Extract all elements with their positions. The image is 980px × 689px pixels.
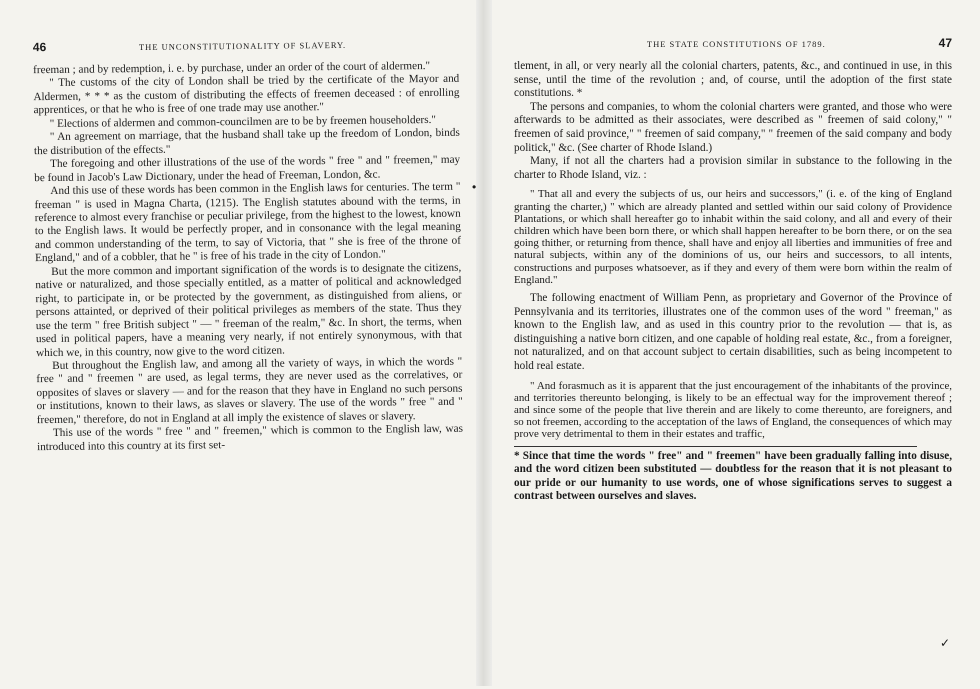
corner-tick-mark: ✓ — [940, 636, 951, 650]
right-page-number: 47 — [938, 36, 952, 50]
paragraph: " An agreement on marriage, that the husband shall take up the freedom of London, binds the distribution of the effects." — [33, 126, 460, 157]
block-quote: " And forasmuch as it is apparent that the just encouragement of the inhabitants of the province, and territories thereunto belonging, is likely to be an effectual way for the improvement thereof ; and since some of the people that live therein and are likely to come thereunto, are foreigners, and so not freemen, according to the acceptation of the laws of England, the consequences of which may prove very detrimental to them in their estates and traffic, — [514, 379, 952, 441]
left-page-body — [33, 60, 463, 455]
left-page — [0, 0, 484, 688]
block-quote: " That all and every the subjects of us, our heirs and successors," (i. e. of the king of England granting the charter,) " which are already planted and settled within our said colony of Providence Plantations, or which shall hereafter go to inhabit within the said colony, and all and every of their children which have been born there, or which shall happen hereafter to be born there, or on the sea going thither, or returning from thence, shall have and enjoy all liberties and immunities of free and natural subjects, within any of the dominions of us, our heirs and successors, to all intents, constructions and purposes whatsoever, as if they and every of them were born within the realm of England." — [514, 188, 952, 286]
paragraph: freeman ; and by redemption, i. e. by purchase, under an order of the court of aldermen." — [33, 59, 431, 77]
paragraph: And this use of these words has been common in the English laws for centuries. The term " freeman " is used in Magna Charta, (1215). The English statutes abound with the terms, in reference to almost every franchise or peculiar privilege, from the highest to the lowest, known to the English laws. It would be perfectly proper, and in consonance with the legal meaning and common understanding of the term, to say of Victoria, that " she is free of the throne of England," and of a cobbler, that he " is free of his trade in the city of London." — [34, 180, 462, 265]
right-running-title: THE STATE CONSTITUTIONS OF 1789. — [646, 39, 826, 49]
paragraph: The persons and companies, to whom the colonial charters were granted, and those who were afterwards to be admitted as their associates, were described as " freemen of said colony," " freemen of said province," " freemen of said company," " freemen of the said company and body politick," &c. (See charter of Rhode Island.) — [514, 100, 952, 154]
paragraph: This use of the words " free " and " freemen," which is common to the English law, was introduced into this country at its first set- — [37, 422, 463, 453]
left-page-number: 46 — [32, 40, 47, 55]
paragraph: But throughout the English law, and among all the variety of ways, in which the words " free " and " freemen " are used, as legal terms, they are never used as the correlatives, or opposites of slaves or slavery — and for the reason that they have in England no such persons or institutions, known to their laws, as slaves or slavery. The use of the words " free " and " freemen," therefore, do not in England at all imply the existence of slaves or slavery. — [36, 355, 463, 426]
paragraph: Many, if not all the charters had a provision similar in substance to the following in the charter to Rhode Island, viz. : — [514, 155, 952, 181]
right-page-body — [514, 60, 952, 504]
paragraph: " The customs of the city of London shall be tried by the certificate of the Mayor and Aldermen, * * * as the custom of distributing the effects of freemen deceased : of enrolling apprentices, or that he who is free of one trade may use another." — [33, 73, 460, 117]
gutter-bullet-mark: • — [472, 180, 477, 194]
right-page — [488, 0, 980, 686]
paragraph: " Elections of aldermen and common-councilmen are to be by freemen householders." — [49, 113, 437, 130]
paragraph: The foregoing and other illustrations of the use of the words " free " and " freemen," may be found in Jacob's Law Dictionary, under the head of Freeman, London, &c. — [34, 153, 461, 184]
footnote: * Since that time the words " free" and " freemen" have been gradually falling into disuse, and the word citizen been substituted — doubtless for the reason that it is not pleasant to our pride or our humanity to use words, one of whose significations serves to suggest a contrast between ourselves and slaves. — [514, 449, 952, 503]
left-running-title: THE UNCONSTITUTIONALITY OF SLAVERY. — [138, 39, 347, 53]
left-page-header — [33, 36, 459, 58]
right-page-header — [514, 36, 952, 54]
paragraph: But the more common and important signification of the words is to designate the citizens, native or naturalized, and those specially entitled, as a matter of political and acknowledged right, to participate in, or be protected by the government, as distinguished from aliens, or persons attainted, or deprived of their political privileges as members of the state. Thus they use the term " free British subject " — " freeman of the realm," &c. In short, the terms, when used in political papers, have a meaning very nearly, if not entirely synonymous, with that which we, in this country, now give to the word citizen. — [35, 261, 462, 359]
paragraph: tlement, in all, or very nearly all the colonial charters, patents, &c., and continued in use, in this sense, until the time of the revolution ; and, of course, until the adoption of the first state constitutions. * — [514, 60, 952, 100]
paragraph: The following enactment of William Penn, as proprietary and Governor of the Province of Pennsylvania and its territories, illustrates one of the common uses of the word " freeman," as known to the English law, and as used in this country prior to the revolution — that is, as distinguishing a native born citizen, and one capable of holding real estate, &c., from a foreigner, not naturalized, and on that account subject to certain disabilities, such as being incompetent to hold real estate. — [514, 291, 952, 372]
footnote-rule — [514, 446, 917, 447]
